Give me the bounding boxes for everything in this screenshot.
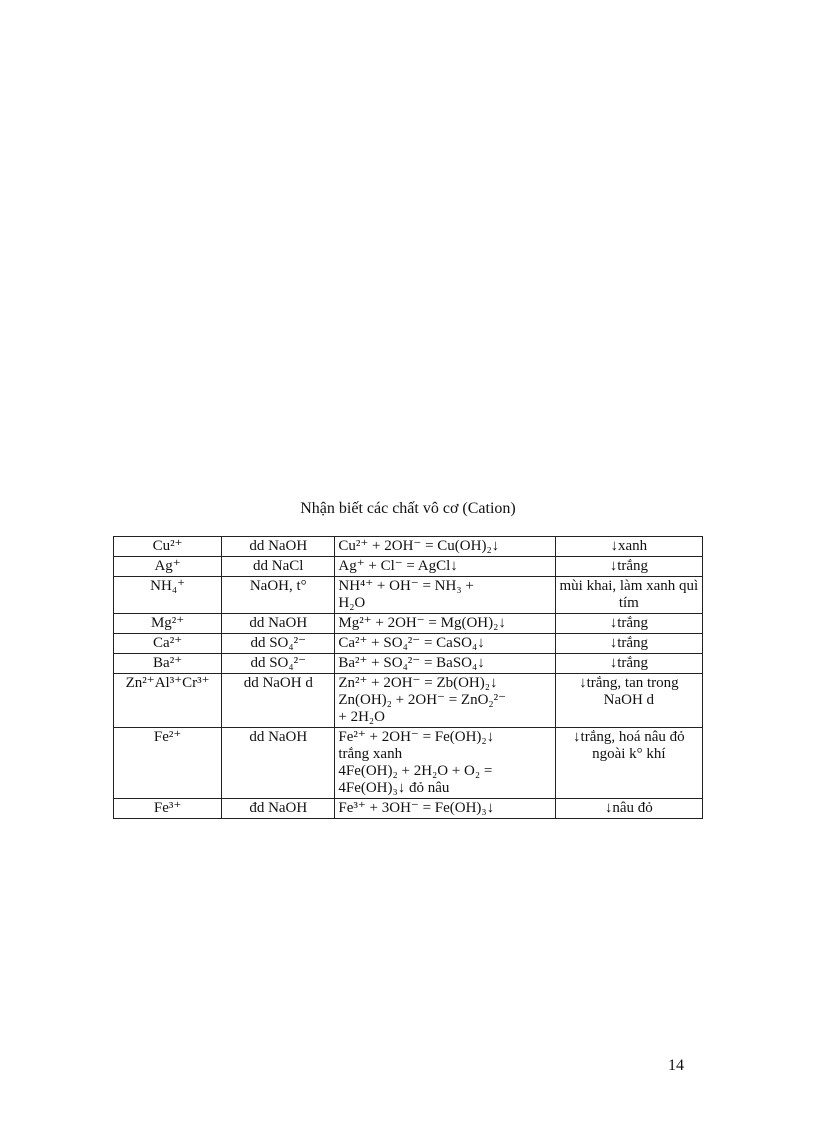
reaction-cell (335, 614, 555, 634)
table-row (114, 557, 703, 577)
reaction-line: trắng xanh (338, 746, 403, 762)
reaction-line: 4Fe(OH)₃↓ đỏ nâu (338, 780, 450, 796)
table-row (114, 799, 703, 819)
reaction-line: Ag⁺ + Cl⁻ = AgCl↓ (338, 558, 458, 574)
observation-cell: ↓trắng (555, 614, 702, 634)
observation-cell: ↓xanh (555, 537, 702, 557)
reagent-cell: dd SO₄²⁻ (222, 634, 335, 654)
reaction-cell (335, 634, 555, 654)
reaction-cell (335, 537, 555, 557)
observation-cell: ↓trắng (555, 654, 702, 674)
reagent-cell: NaOH, t° (222, 577, 335, 614)
reagent-cell: dd NaOH (222, 537, 335, 557)
ion-cell: Ba²⁺ (114, 654, 222, 674)
reaction-line: NH⁴⁺ + OH⁻ = NH₃ + (338, 578, 474, 594)
table-caption: Nhận biết các chất vô cơ (Cation) (300, 500, 516, 517)
reaction-line: H₂O (338, 595, 366, 611)
reaction-line: Fe³⁺ + 3OH⁻ = Fe(OH)₃↓ (338, 800, 495, 816)
ion-cell: Mg²⁺ (114, 614, 222, 634)
observation-cell: ↓nâu đỏ (555, 799, 702, 819)
table-row (114, 577, 703, 614)
table-row (114, 674, 703, 728)
table-row (114, 614, 703, 634)
reaction-line: Cu²⁺ + 2OH⁻ = Cu(OH)₂↓ (338, 538, 500, 554)
reaction-line: Mg²⁺ + 2OH⁻ = Mg(OH)₂↓ (338, 615, 506, 631)
reaction-line: Fe²⁺ + 2OH⁻ = Fe(OH)₂↓ (338, 729, 495, 745)
reagent-cell: dd NaOH (222, 728, 335, 799)
table-row (114, 728, 703, 799)
reaction-cell (335, 674, 555, 728)
reaction-line: Ba²⁺ + SO₄²⁻ = BaSO₄↓ (338, 655, 485, 671)
ion-cell: Cu²⁺ (114, 537, 222, 557)
table-row (114, 537, 703, 557)
reagent-cell: dd NaOH (222, 614, 335, 634)
ion-cell: Ca²⁺ (114, 634, 222, 654)
observation-text: ↓trắng, tan trong NaOH d (579, 675, 679, 708)
reagent-cell: dd NaCl (222, 557, 335, 577)
ion-cell: Zn²⁺Al³⁺Cr³⁺ (114, 674, 222, 728)
ion-cell: Ag⁺ (114, 557, 222, 577)
ion-cell: NH₄⁺ (114, 577, 222, 614)
page-number: 14 (668, 1057, 684, 1074)
ion-cell: Fe³⁺ (114, 799, 222, 819)
reaction-line: Zn(OH)₂ + 2OH⁻ = ZnO₂²⁻ (338, 692, 507, 708)
observation-text: ↓trắng, hoá nâu đỏ ngoài k° khí (573, 729, 685, 762)
reagent-cell: đd NaOH (222, 799, 335, 819)
reaction-cell (335, 557, 555, 577)
cation-identification-table (113, 536, 703, 819)
observation-cell (555, 674, 702, 728)
reaction-cell (335, 728, 555, 799)
reaction-cell (335, 799, 555, 819)
reaction-line: Zn²⁺ + 2OH⁻ = Zb(OH)₂↓ (338, 675, 498, 691)
table-row (114, 654, 703, 674)
reaction-cell (335, 654, 555, 674)
observation-text: mùi khai, làm xanh quì tím (559, 578, 699, 611)
observation-cell (555, 728, 702, 799)
reaction-line: + 2H₂O (338, 709, 385, 725)
reagent-cell: dd NaOH d (222, 674, 335, 728)
reaction-line: Ca²⁺ + SO₄²⁻ = CaSO₄↓ (338, 635, 485, 651)
observation-cell: ↓trắng (555, 557, 702, 577)
ion-cell: Fe²⁺ (114, 728, 222, 799)
table-row (114, 634, 703, 654)
observation-cell: ↓trắng (555, 634, 702, 654)
reaction-line: 4Fe(OH)₂ + 2H₂O + O₂ = (338, 763, 493, 779)
observation-cell (555, 577, 702, 614)
reagent-cell: dd SO₄²⁻ (222, 654, 335, 674)
reaction-cell (335, 577, 555, 614)
